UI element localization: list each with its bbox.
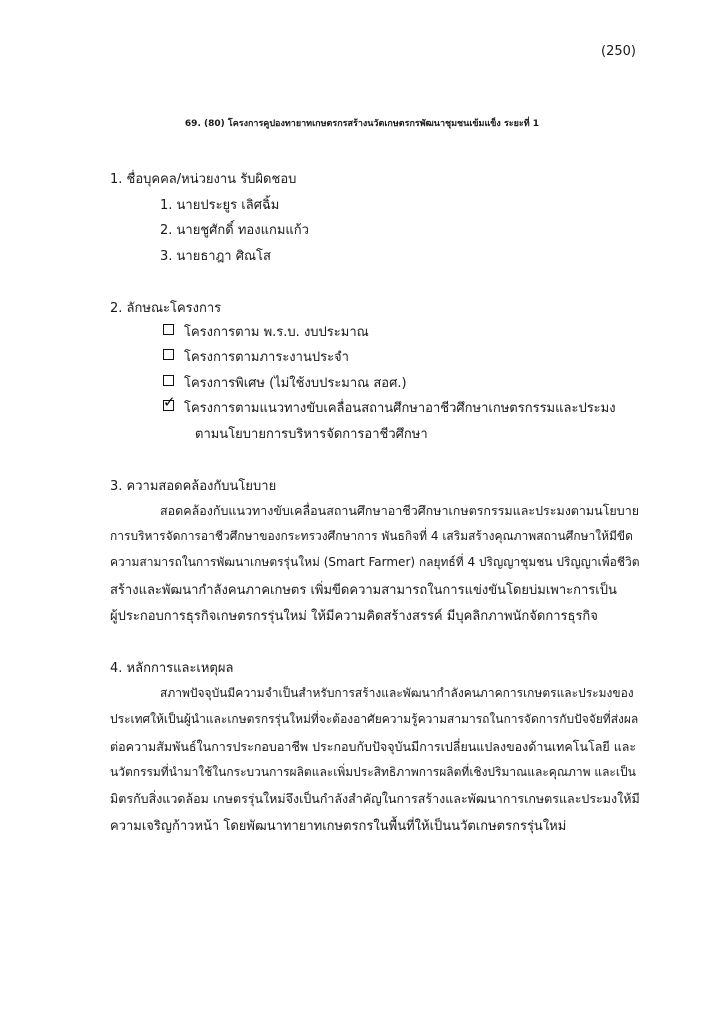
project-type-checkbox-1 — [163, 324, 174, 335]
rationale-line-6: ความเจริญก้าวหน้า โดยพัฒนาทายาทเกษตรกรในพื้นที่ให้เป็นนวัตเกษตรกรรุ่นใหม่ — [110, 819, 567, 834]
rationale-line-3: ต่อความสัมพันธ์ในการประกอบอาชีพ ประกอบกับปัจจุบันมีการเปลี่ยนแปลงของด้านเทคโนโลยี และ — [110, 739, 637, 754]
project-type-label-2: โครงการตามภาระงานประจำ — [184, 350, 349, 365]
project-type-checkbox-2 — [163, 349, 174, 360]
rationale-line-5: มิตรกับสิ่งแวดล้อม เกษตรรุ่นใหม่จึงเป็นกำลังสำคัญในการสร้างและพัฒนาการเกษตรและประมงให้มี — [110, 791, 640, 806]
section-1-heading: 1. ชื่อบุคคล/หน่วยงาน รับผิดชอบ — [110, 172, 297, 187]
section-2-heading: 2. ลักษณะโครงการ — [110, 301, 222, 316]
policy-line-3: ความสามารถในการพัฒนาเกษตรรุ่นใหม่ (Smart Farmer) กลยุทธ์ที่ 4 ปริญญาชุมชน ปริญญาเพื่อชีวิต — [110, 555, 640, 569]
policy-line-2: การบริหารจัดการอาชีวศึกษาของกระทรวงศึกษาการ พันธกิจที่ 4 เสริมสร้างคุณภาพสถานศึกษาให้มีขีด — [110, 529, 633, 543]
rationale-line-4: นวัตกรรมที่นำมาใช้ในกระบวนการผลิตและเพิ่มประสิทธิภาพการผลิตที่เชิงปริมาณและคุณภาพ และเป็น — [110, 765, 636, 779]
project-type-checkbox-3 — [163, 375, 174, 386]
project-type-label-4-continued: ตามนโยบายการบริหารจัดการอาชีวศึกษา — [195, 427, 428, 442]
responsible-person-1: 1. นายประยูร เลิศฉิ้ม — [160, 198, 280, 213]
project-type-label-3: โครงการพิเศษ (ไม่ใช้งบประมาณ สอศ.) — [184, 376, 407, 391]
policy-line-5: ผู้ประกอบการธุรกิจเกษตรกรรุ่นใหม่ ให้มีความคิดสร้างสรรค์ มีบุคลิกภาพนักจัดการธุรกิจ — [110, 609, 598, 624]
project-type-label-4: โครงการตามแนวทางขับเคลื่อนสถานศึกษาอาชีวศึกษาเกษตรกรรมและประมง — [184, 401, 616, 416]
policy-line-1: สอดคล้องกับแนวทางขับเคลื่อนสถานศึกษาอาชีวศึกษาเกษตรกรรมและประมงตามนโยบาย — [160, 503, 640, 518]
section-4-heading: 4. หลักการและเหตุผล — [110, 661, 234, 676]
project-type-checkbox-4-checked — [163, 393, 176, 411]
project-type-label-1: โครงการตาม พ.ร.บ. งบประมาณ — [184, 325, 369, 340]
responsible-person-3: 3. นายธาฎา ศิณโส — [160, 249, 271, 264]
rationale-line-1: สภาพปัจจุบันมีความจำเป็นสำหรับการสร้างและพัฒนากำลังคนภาคการเกษตรและประมงของ — [160, 686, 634, 700]
section-3-heading: 3. ความสอดคล้องกับนโยบาย — [110, 479, 277, 494]
responsible-person-2: 2. นายชูศักดิ์ ทองแกมแก้ว — [160, 223, 309, 238]
rationale-line-2: ประเทศให้เป็นผู้นำและเกษตรกรรุ่นใหม่ที่จะต้องอาศัยความรู้ความสามารถในการจัดการกับปัจจัยที่ส่งผล — [110, 712, 639, 726]
document-title: 69. (80) โครงการคูปองทายาทเกษตรกรสร้างนวัตเกษตรกรพัฒนาชุมชนเข้มแข็ง ระยะที่ 1 — [184, 119, 540, 129]
page-number: (250) — [601, 44, 636, 59]
check-mark-icon: ✓ — [163, 393, 176, 411]
policy-line-4: สร้างและพัฒนากำลังคนภาคเกษตร เพิ่มขีดความสามารถในการแข่งขันโดยบ่มเพาะการเป็น — [110, 583, 617, 598]
